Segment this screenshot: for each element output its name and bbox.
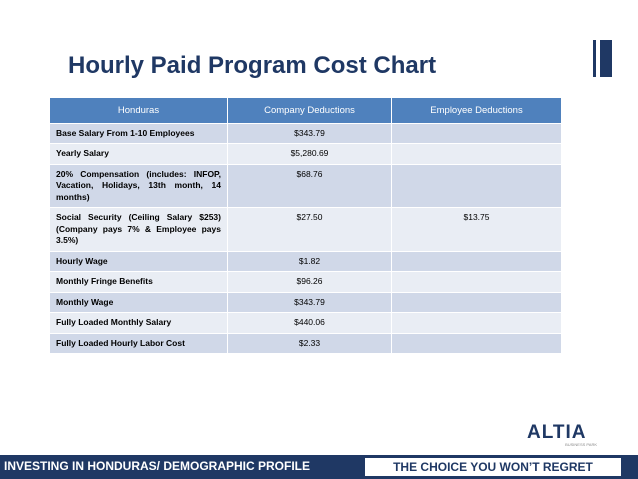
employee-deduction-cell — [392, 144, 562, 164]
company-deduction-cell: $5,280.69 — [228, 144, 392, 164]
row-label: Fully Loaded Hourly Labor Cost — [50, 333, 228, 353]
header-company-deductions: Company Deductions — [228, 98, 392, 124]
altia-logo — [527, 423, 597, 453]
employee-deduction-cell — [392, 333, 562, 353]
table-row — [50, 292, 562, 312]
company-deduction-cell: $1.82 — [228, 251, 392, 271]
logo-name: ALTIA — [527, 422, 587, 443]
company-deduction-cell: $343.79 — [228, 124, 392, 144]
footer-section-label: INVESTING IN HONDURAS/ DEMOGRAPHIC PROFILE — [4, 459, 311, 473]
company-deduction-cell: $440.06 — [228, 313, 392, 333]
row-label: Yearly Salary — [50, 144, 228, 164]
row-label: Social Security (Ceiling Salary $253) (Company pays 7% & Employee pays 3.5%) — [50, 208, 228, 251]
table-row — [50, 272, 562, 292]
company-deduction-cell: $96.26 — [228, 272, 392, 292]
row-label: Monthly Wage — [50, 292, 228, 312]
table-row — [50, 333, 562, 353]
header-honduras: Honduras — [50, 98, 228, 124]
table-row — [50, 251, 562, 271]
employee-deduction-cell — [392, 251, 562, 271]
table-row — [50, 164, 562, 207]
cost-table — [49, 97, 562, 354]
table-row — [50, 124, 562, 144]
header-employee-deductions: Employee Deductions — [392, 98, 562, 124]
company-deduction-cell: $27.50 — [228, 208, 392, 251]
employee-deduction-cell — [392, 313, 562, 333]
footer-tagline: THE CHOICE YOU WON’T REGRET — [364, 457, 622, 477]
table-row — [50, 313, 562, 333]
decorative-bar-thick — [600, 40, 612, 77]
row-label: 20% Compensation (includes: INFOP, Vacation, Holidays, 13th month, 14 months) — [50, 164, 228, 207]
employee-deduction-cell: $13.75 — [392, 208, 562, 251]
logo-subtitle: BUSINESS PARK — [565, 442, 597, 447]
decorative-bar-thin — [593, 40, 596, 77]
table-row — [50, 208, 562, 251]
company-deduction-cell: $2.33 — [228, 333, 392, 353]
footer-bar — [0, 455, 638, 479]
employee-deduction-cell — [392, 164, 562, 207]
company-deduction-cell: $68.76 — [228, 164, 392, 207]
table-header-row — [50, 98, 562, 124]
slide-title: Hourly Paid Program Cost Chart — [68, 52, 437, 79]
employee-deduction-cell — [392, 124, 562, 144]
employee-deduction-cell — [392, 292, 562, 312]
company-deduction-cell: $343.79 — [228, 292, 392, 312]
row-label: Monthly Fringe Benefits — [50, 272, 228, 292]
row-label: Base Salary From 1-10 Employees — [50, 124, 228, 144]
table-row — [50, 144, 562, 164]
employee-deduction-cell — [392, 272, 562, 292]
row-label: Hourly Wage — [50, 251, 228, 271]
row-label: Fully Loaded Monthly Salary — [50, 313, 228, 333]
